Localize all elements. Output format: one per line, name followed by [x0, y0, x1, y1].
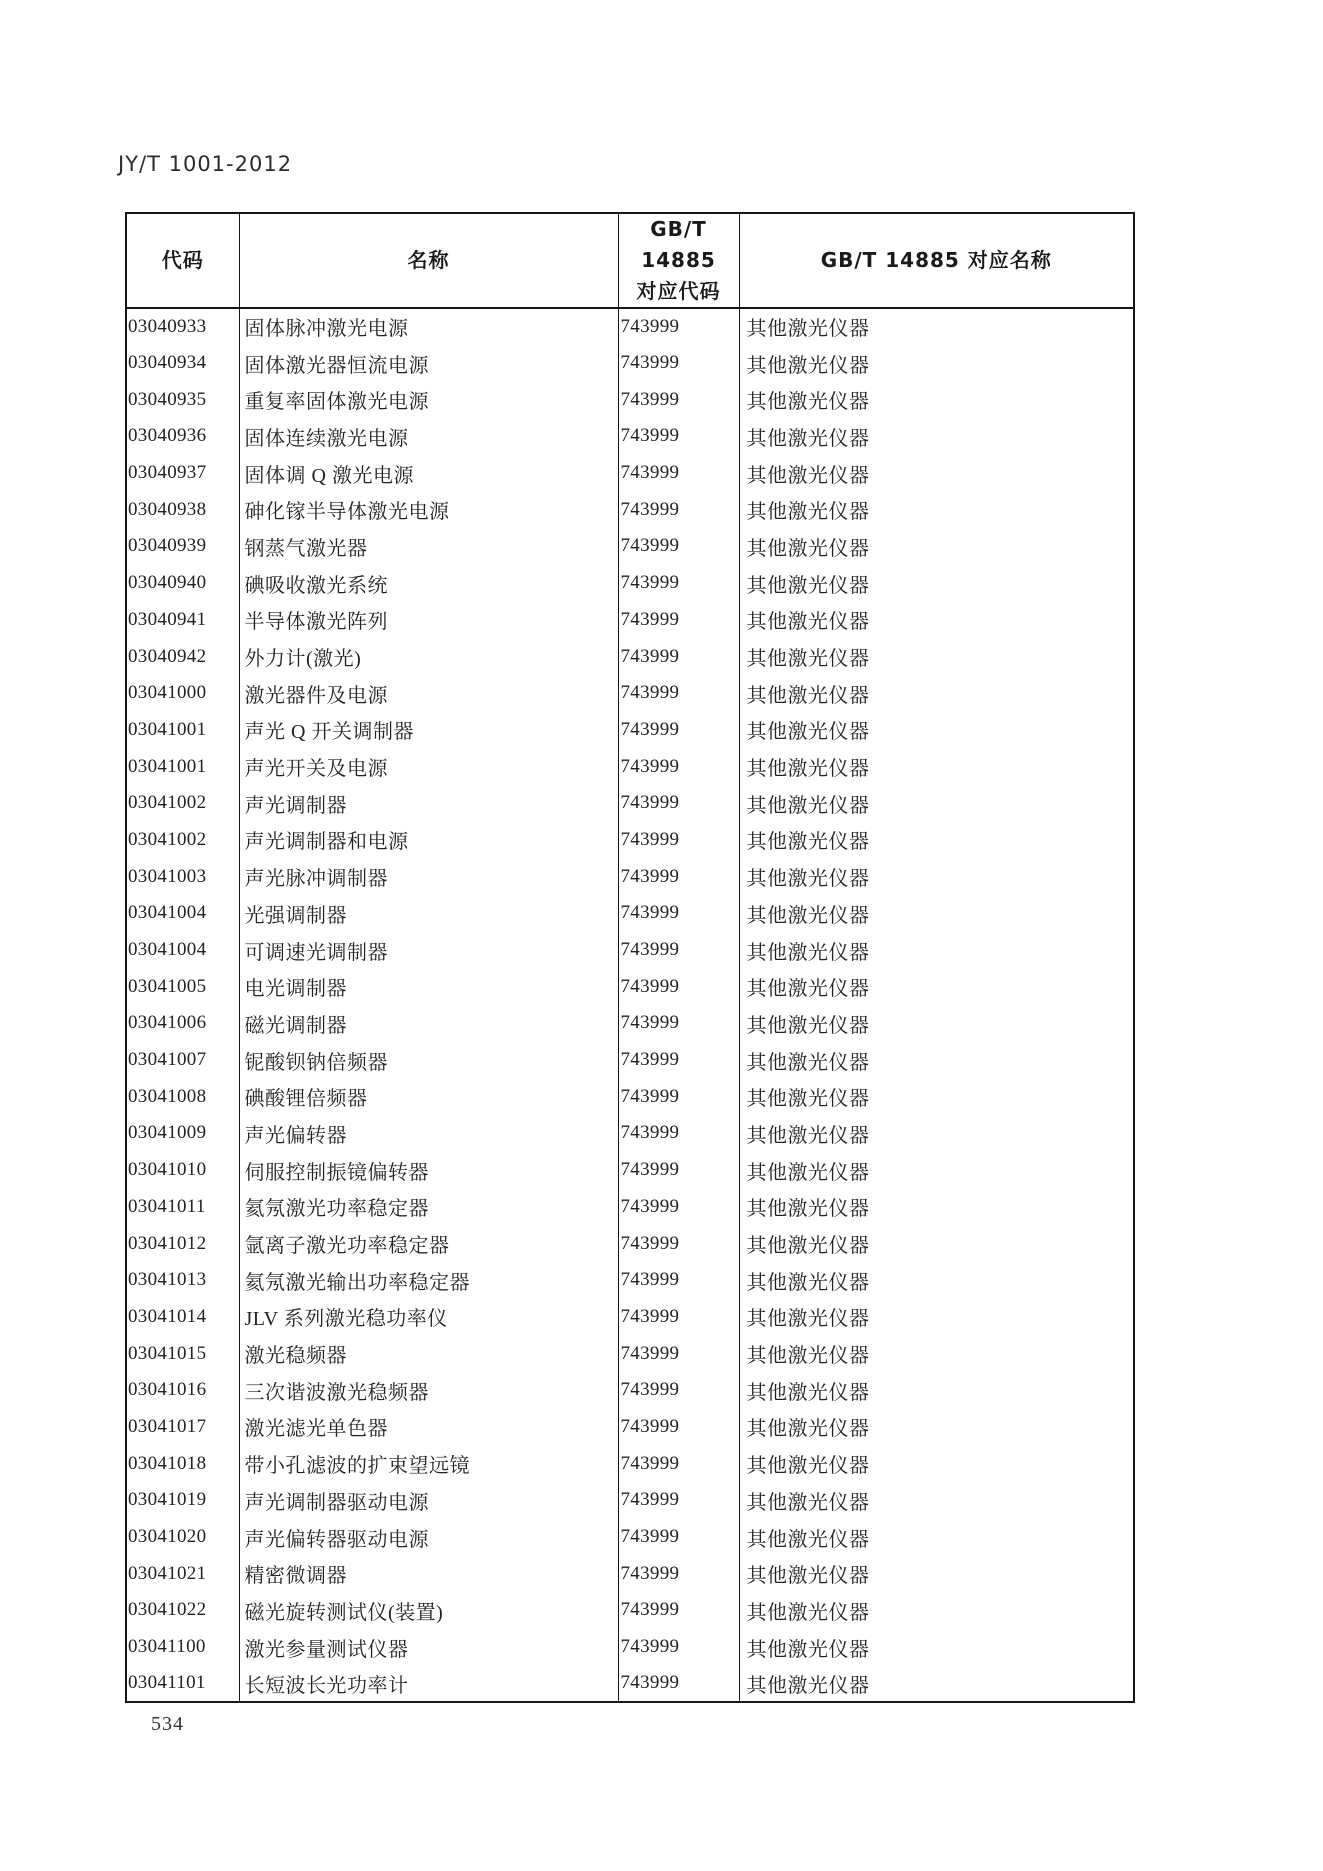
- cell-gb-name: 其他激光仪器: [739, 1262, 1134, 1299]
- table-row: [126, 1592, 1134, 1629]
- cell-gb-code: 743999: [618, 1042, 739, 1079]
- cell-code: 03041004: [126, 932, 239, 969]
- cell-gb-name: 其他激光仪器: [739, 1445, 1134, 1482]
- cell-gb-name: 其他激光仪器: [739, 1152, 1134, 1189]
- table-row: [126, 822, 1134, 859]
- cell-gb-name: 其他激光仪器: [739, 1225, 1134, 1262]
- cell-gb-name: 其他激光仪器: [739, 1555, 1134, 1592]
- table-row: [126, 968, 1134, 1005]
- cell-name: 声光 Q 开关调制器: [239, 712, 618, 749]
- cell-gb-name: 其他激光仪器: [739, 1078, 1134, 1115]
- cell-gb-code: 743999: [618, 1262, 739, 1299]
- column-header-gb-name: [739, 213, 1134, 308]
- table-row: [126, 638, 1134, 675]
- column-header-gb-code-line2: 对应代码: [636, 279, 721, 303]
- cell-gb-name: 其他激光仪器: [739, 1629, 1134, 1666]
- cell-name: 氦氖激光功率稳定器: [239, 1189, 618, 1226]
- cell-name: 固体激光器恒流电源: [239, 345, 618, 382]
- table-row: [126, 1335, 1134, 1372]
- table-row: [126, 785, 1134, 822]
- cell-gb-name: 其他激光仪器: [739, 491, 1134, 528]
- cell-name: 伺服控制振镜偏转器: [239, 1152, 618, 1189]
- cell-name: 固体脉冲激光电源: [239, 308, 618, 345]
- cell-gb-name: 其他激光仪器: [739, 1299, 1134, 1336]
- cell-gb-name: 其他激光仪器: [739, 748, 1134, 785]
- table-row: [126, 1262, 1134, 1299]
- cell-gb-code: 743999: [618, 1665, 739, 1702]
- cell-name: 电光调制器: [239, 968, 618, 1005]
- column-header-gb-code-line1: GB/T 14885: [641, 217, 716, 272]
- cell-code: 03040934: [126, 345, 239, 382]
- cell-name: 可调速光调制器: [239, 932, 618, 969]
- cell-code: 03040938: [126, 491, 239, 528]
- cell-code: 03041001: [126, 748, 239, 785]
- cell-gb-name: 其他激光仪器: [739, 381, 1134, 418]
- table-row: [126, 675, 1134, 712]
- cell-name: 固体调 Q 激光电源: [239, 455, 618, 492]
- cell-gb-code: 743999: [618, 1409, 739, 1446]
- table-row: [126, 1372, 1134, 1409]
- cell-name: 半导体激光阵列: [239, 602, 618, 639]
- cell-gb-name: 其他激光仪器: [739, 1409, 1134, 1446]
- cell-name: 激光参量测试仪器: [239, 1629, 618, 1666]
- table-row: [126, 1042, 1134, 1079]
- cell-name: 带小孔滤波的扩束望远镜: [239, 1445, 618, 1482]
- page-number: 534: [151, 1713, 184, 1735]
- cell-gb-code: 743999: [618, 895, 739, 932]
- table-row: [126, 528, 1134, 565]
- cell-name: 声光调制器驱动电源: [239, 1482, 618, 1519]
- cell-code: 03041013: [126, 1262, 239, 1299]
- cell-gb-code: 743999: [618, 1005, 739, 1042]
- cell-name: JLV 系列激光稳功率仪: [239, 1299, 618, 1336]
- cell-code: 03040942: [126, 638, 239, 675]
- table-row: [126, 1152, 1134, 1189]
- cell-code: 03041014: [126, 1299, 239, 1336]
- cell-code: 03040935: [126, 381, 239, 418]
- table-header-row: [126, 213, 1134, 308]
- column-header-name: [239, 213, 618, 308]
- cell-name: 碘酸锂倍频器: [239, 1078, 618, 1115]
- table-row: [126, 345, 1134, 382]
- table-row: [126, 858, 1134, 895]
- cell-gb-name: 其他激光仪器: [739, 675, 1134, 712]
- column-header-gb-code: [618, 213, 739, 308]
- cell-name: 氦氖激光输出功率稳定器: [239, 1262, 618, 1299]
- cell-code: 03041004: [126, 895, 239, 932]
- cell-gb-name: 其他激光仪器: [739, 1005, 1134, 1042]
- cell-gb-name: 其他激光仪器: [739, 638, 1134, 675]
- table-row: [126, 1629, 1134, 1666]
- code-mapping-table: [125, 212, 1135, 1703]
- table-row: [126, 602, 1134, 639]
- cell-gb-code: 743999: [618, 1189, 739, 1226]
- cell-code: 03041022: [126, 1592, 239, 1629]
- cell-gb-code: 743999: [618, 968, 739, 1005]
- cell-gb-code: 743999: [618, 1115, 739, 1152]
- cell-code: 03041016: [126, 1372, 239, 1409]
- table-row: [126, 748, 1134, 785]
- cell-gb-code: 743999: [618, 1445, 739, 1482]
- cell-code: 03041000: [126, 675, 239, 712]
- table-row: [126, 932, 1134, 969]
- cell-gb-name: 其他激光仪器: [739, 1115, 1134, 1152]
- table-row: [126, 1299, 1134, 1336]
- cell-name: 激光器件及电源: [239, 675, 618, 712]
- cell-gb-name: 其他激光仪器: [739, 1592, 1134, 1629]
- cell-gb-code: 743999: [618, 822, 739, 859]
- cell-gb-code: 743999: [618, 785, 739, 822]
- cell-code: 03041007: [126, 1042, 239, 1079]
- column-header-name-label: 名称: [407, 248, 450, 272]
- cell-code: 03041101: [126, 1665, 239, 1702]
- cell-gb-code: 743999: [618, 345, 739, 382]
- cell-gb-code: 743999: [618, 1372, 739, 1409]
- cell-code: 03040933: [126, 308, 239, 345]
- document-standard-number: JY/T 1001-2012: [118, 152, 293, 176]
- cell-code: 03041020: [126, 1519, 239, 1556]
- cell-name: 外力计(激光): [239, 638, 618, 675]
- cell-name: 光强调制器: [239, 895, 618, 932]
- cell-gb-code: 743999: [618, 1629, 739, 1666]
- cell-gb-code: 743999: [618, 1299, 739, 1336]
- cell-name: 碘吸收激光系统: [239, 565, 618, 602]
- cell-name: 氩离子激光功率稳定器: [239, 1225, 618, 1262]
- cell-code: 03041021: [126, 1555, 239, 1592]
- cell-code: 03041017: [126, 1409, 239, 1446]
- cell-gb-name: 其他激光仪器: [739, 602, 1134, 639]
- cell-code: 03041002: [126, 822, 239, 859]
- cell-name: 声光偏转器驱动电源: [239, 1519, 618, 1556]
- cell-code: 03041018: [126, 1445, 239, 1482]
- cell-gb-code: 743999: [618, 565, 739, 602]
- cell-code: 03041003: [126, 858, 239, 895]
- cell-name: 重复率固体激光电源: [239, 381, 618, 418]
- cell-code: 03041015: [126, 1335, 239, 1372]
- cell-code: 03041010: [126, 1152, 239, 1189]
- table-row: [126, 455, 1134, 492]
- cell-gb-code: 743999: [618, 712, 739, 749]
- cell-gb-name: 其他激光仪器: [739, 418, 1134, 455]
- cell-code: 03041002: [126, 785, 239, 822]
- cell-name: 激光稳频器: [239, 1335, 618, 1372]
- cell-code: 03040937: [126, 455, 239, 492]
- table-row: [126, 1555, 1134, 1592]
- cell-name: 固体连续激光电源: [239, 418, 618, 455]
- cell-gb-code: 743999: [618, 308, 739, 345]
- cell-gb-name: 其他激光仪器: [739, 968, 1134, 1005]
- cell-name: 声光偏转器: [239, 1115, 618, 1152]
- cell-name: 磁光旋转测试仪(装置): [239, 1592, 618, 1629]
- cell-gb-name: 其他激光仪器: [739, 455, 1134, 492]
- column-header-gb-name-label: GB/T 14885 对应名称: [820, 248, 1052, 272]
- cell-code: 03041006: [126, 1005, 239, 1042]
- table-body: [126, 308, 1134, 1702]
- table-row: [126, 1409, 1134, 1446]
- table-row: [126, 381, 1134, 418]
- cell-gb-name: 其他激光仪器: [739, 712, 1134, 749]
- cell-code: 03041019: [126, 1482, 239, 1519]
- table-row: [126, 308, 1134, 345]
- table-row: [126, 1225, 1134, 1262]
- cell-gb-name: 其他激光仪器: [739, 345, 1134, 382]
- cell-gb-code: 743999: [618, 491, 739, 528]
- cell-gb-code: 743999: [618, 1482, 739, 1519]
- cell-name: 声光开关及电源: [239, 748, 618, 785]
- cell-gb-code: 743999: [618, 528, 739, 565]
- cell-gb-code: 743999: [618, 1335, 739, 1372]
- cell-gb-code: 743999: [618, 602, 739, 639]
- cell-name: 声光调制器: [239, 785, 618, 822]
- cell-name: 磁光调制器: [239, 1005, 618, 1042]
- cell-gb-code: 743999: [618, 748, 739, 785]
- cell-gb-name: 其他激光仪器: [739, 1042, 1134, 1079]
- table-row: [126, 1445, 1134, 1482]
- cell-code: 03041008: [126, 1078, 239, 1115]
- cell-gb-code: 743999: [618, 1555, 739, 1592]
- cell-code: 03040936: [126, 418, 239, 455]
- cell-name: 精密微调器: [239, 1555, 618, 1592]
- table-row: [126, 1115, 1134, 1152]
- cell-name: 砷化镓半导体激光电源: [239, 491, 618, 528]
- table-row: [126, 1665, 1134, 1702]
- cell-code: 03041012: [126, 1225, 239, 1262]
- cell-gb-name: 其他激光仪器: [739, 565, 1134, 602]
- cell-gb-name: 其他激光仪器: [739, 895, 1134, 932]
- cell-name: 钢蒸气激光器: [239, 528, 618, 565]
- cell-gb-name: 其他激光仪器: [739, 932, 1134, 969]
- column-header-code-label: 代码: [161, 248, 204, 272]
- cell-gb-name: 其他激光仪器: [739, 1665, 1134, 1702]
- cell-gb-name: 其他激光仪器: [739, 1482, 1134, 1519]
- column-header-code: [126, 213, 239, 308]
- cell-gb-code: 743999: [618, 1592, 739, 1629]
- table-row: [126, 418, 1134, 455]
- cell-gb-name: 其他激光仪器: [739, 1189, 1134, 1226]
- table-row: [126, 1078, 1134, 1115]
- cell-name: 激光滤光单色器: [239, 1409, 618, 1446]
- cell-gb-name: 其他激光仪器: [739, 308, 1134, 345]
- cell-code: 03041005: [126, 968, 239, 1005]
- cell-code: 03040939: [126, 528, 239, 565]
- cell-code: 03041001: [126, 712, 239, 749]
- table-row: [126, 1189, 1134, 1226]
- cell-code: 03041011: [126, 1189, 239, 1226]
- cell-gb-name: 其他激光仪器: [739, 1519, 1134, 1556]
- cell-gb-name: 其他激光仪器: [739, 1335, 1134, 1372]
- cell-gb-code: 743999: [618, 638, 739, 675]
- cell-gb-name: 其他激光仪器: [739, 528, 1134, 565]
- table-row: [126, 1519, 1134, 1556]
- cell-code: 03040940: [126, 565, 239, 602]
- table-row: [126, 895, 1134, 932]
- table-row: [126, 491, 1134, 528]
- cell-gb-code: 743999: [618, 675, 739, 712]
- cell-gb-name: 其他激光仪器: [739, 785, 1134, 822]
- cell-gb-code: 743999: [618, 418, 739, 455]
- table-row: [126, 712, 1134, 749]
- cell-gb-code: 743999: [618, 455, 739, 492]
- cell-name: 三次谐波激光稳频器: [239, 1372, 618, 1409]
- cell-gb-code: 743999: [618, 1152, 739, 1189]
- cell-code: 03041100: [126, 1629, 239, 1666]
- cell-name: 长短波长光功率计: [239, 1665, 618, 1702]
- cell-code: 03041009: [126, 1115, 239, 1152]
- cell-gb-code: 743999: [618, 381, 739, 418]
- cell-gb-code: 743999: [618, 1078, 739, 1115]
- cell-gb-name: 其他激光仪器: [739, 858, 1134, 895]
- cell-name: 铌酸钡钠倍频器: [239, 1042, 618, 1079]
- table-row: [126, 1482, 1134, 1519]
- cell-gb-name: 其他激光仪器: [739, 1372, 1134, 1409]
- table-row: [126, 1005, 1134, 1042]
- cell-gb-name: 其他激光仪器: [739, 822, 1134, 859]
- table-row: [126, 565, 1134, 602]
- cell-gb-code: 743999: [618, 932, 739, 969]
- cell-gb-code: 743999: [618, 858, 739, 895]
- cell-gb-code: 743999: [618, 1519, 739, 1556]
- cell-code: 03040941: [126, 602, 239, 639]
- cell-name: 声光调制器和电源: [239, 822, 618, 859]
- cell-name: 声光脉冲调制器: [239, 858, 618, 895]
- cell-gb-code: 743999: [618, 1225, 739, 1262]
